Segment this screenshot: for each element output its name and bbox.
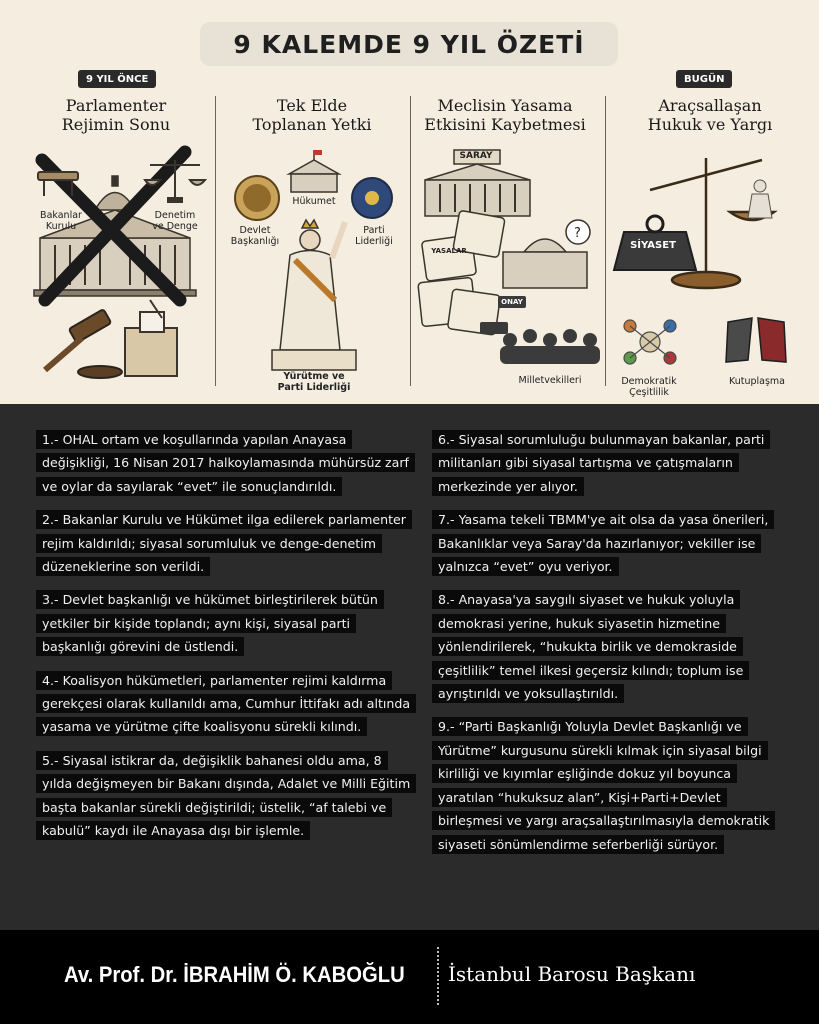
network-diversity-icon [624, 320, 676, 364]
polarization-blocks-icon [726, 318, 786, 362]
label-mps: Milletvekilleri [518, 375, 582, 386]
summary-item: 5.- Siyasal istikrar da, değişiklik bahanesi oldu ama, 8 yılda değişmeyen bir Bakanı dışında, Adalet ve Milli Eğitim başta bakanlar sürekli değiştirildi; üstelik, “af talebi ve kabulü” kaydı ile Anayasa dışı bir işlemle. [36, 749, 412, 843]
summary-item: 1.- OHAL ortam ve koşullarında yapılan Anayasa değişikliği, 16 Nisan 2017 halkoylamasında mühürsüz zarf ve oylar da sayılarak “evet” ile sonuçlandırıldı. [36, 428, 412, 498]
author-name: Av. Prof. Dr. İBRAHİM Ö. KABOĞLU [64, 962, 405, 987]
label-executive-party: Yürütme ve Parti Liderliği [277, 371, 351, 393]
column-title-2: Tek Elde Toplanan Yetki [252, 96, 372, 134]
label-polarization: Kutuplaşma [728, 376, 786, 387]
label-diversity: Demokratik Çeşitlilik [621, 376, 677, 398]
column-title-1: Parlamenter Rejimin Sonu [61, 96, 171, 134]
column-title-3: Meclisin Yasama Etkisini Kaybetmesi [424, 96, 586, 134]
label-government: Hükumet [292, 196, 336, 207]
illustration-panel [0, 0, 819, 404]
label-saray: SARAY [459, 151, 493, 161]
label-politics: SİYASET [630, 240, 676, 251]
label-laws: YASALAR [431, 247, 467, 255]
summary-item: 2.- Bakanlar Kurulu ve Hükümet ilga edilerek parlamenter rejim kaldırıldı; siyasal sorumluluk ve denge-denetim düzeneklerine son verildi. [36, 508, 412, 578]
summary-item: 3.- Devlet başkanlığı ve hükümet birleştirilerek bütün yetkiler bir kişide toplandı; aynı kişi, siyasal parti başkanlığı görevini de üstlendi. [36, 588, 412, 658]
tag-now: BUGÜN [676, 70, 732, 88]
illustration-column-4 [0, 0, 819, 404]
label-cabinet: Bakanlar Kurulu [40, 210, 82, 232]
label-checks: Denetim ve Denge [152, 210, 198, 232]
label-party-leadership: Parti Liderliği [355, 225, 393, 247]
summary-item: 4.- Koalisyon hükümetleri, parlamenter rejimi kaldırma gerekçesi olarak kullanıldı ama, Cumhur İttifakı adı altında yasama ve yürütme çifte koalisyonu sürekli kılındı. [36, 669, 412, 739]
summary-items-right [432, 428, 782, 866]
tag-before: 9 YIL ÖNCE [78, 70, 156, 88]
justice-statue-icon [748, 180, 772, 218]
svg-text:?: ? [574, 226, 581, 241]
column-title-4: Araçsallaşan Hukuk ve Yargı [647, 96, 773, 134]
page-title: 9 KALEMDE 9 YIL ÖZETİ [200, 22, 618, 66]
label-presidency: Devlet Başkanlığı [230, 225, 280, 247]
summary-item: 8.- Anayasa'ya saygılı siyaset ve hukuk yoluyla demokrasi yerine, hukuk siyasetin hizmetine yönlendirilerek, “hukukta birlik ve demokraside çeşitlilik” temel ilkesi geçersiz kılındı; toplum ise ayrıştırıldı ve yoksullaştırıldı. [432, 588, 782, 705]
summary-items-left [36, 428, 412, 853]
summary-item: 6.- Siyasal sorumluluğu bulunmayan bakanlar, parti militanları gibi siyasal tartışma ve çatışmaların merkezinde yer alıyor. [432, 428, 782, 498]
author-role: İstanbul Barosu Başkanı [448, 962, 696, 986]
summary-item: 7.- Yasama tekeli TBMM'ye ait olsa da yasa önerileri, Bakanlıklar veya Saray'da hazırlanıyor; vekiller ise yalnızca “evet” oyu veriyor. [432, 508, 782, 578]
label-approve: ONAY [501, 298, 523, 306]
footer-divider [437, 947, 439, 1005]
summary-item: 9.- “Parti Başkanlığı Yoluyla Devlet Başkanlığı ve Yürütme” kurgusunu sürekli kılmak için siyasal bilgi kirliliği ve kıyımlar eşliğinde dokuz yıl boyunca yaratılan “hukuksuz alan”, Kişi+Parti+Devlet birleşmesi ve yargı araçsallaştırılmasıyla demokratik siyaseti sönümlendirme seferberliği sürüyor. [432, 715, 782, 855]
